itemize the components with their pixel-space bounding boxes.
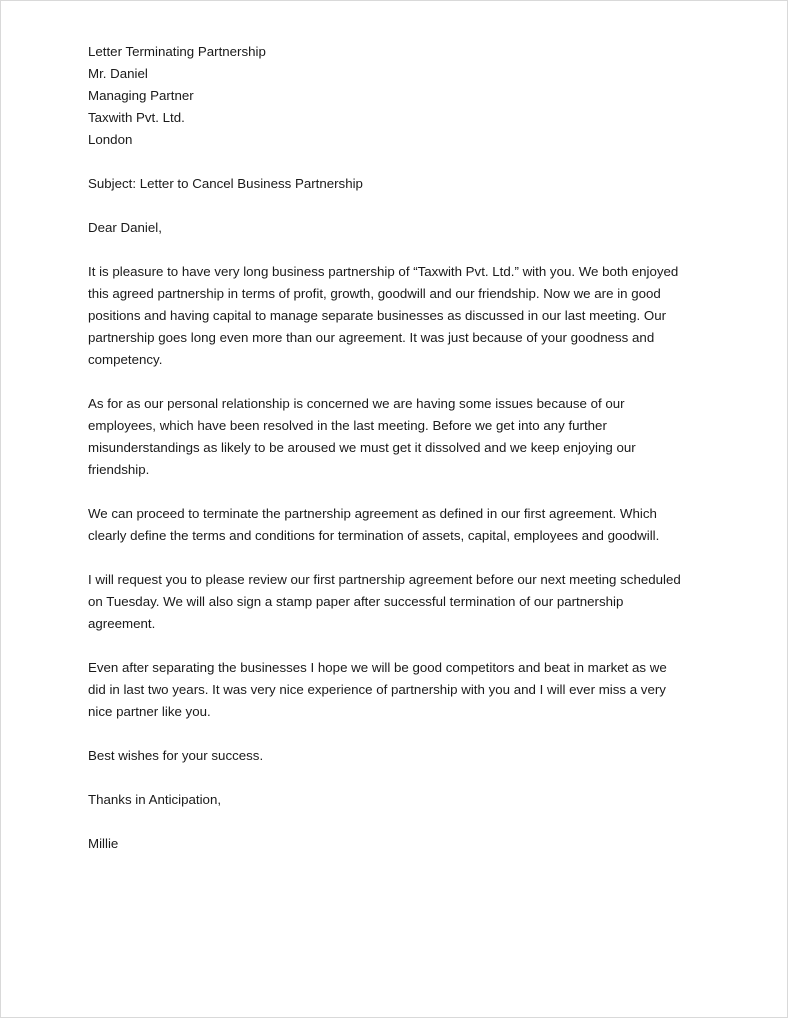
paragraph-line: clearly define the terms and conditions for termination of assets, capital, employees and goodwill.	[88, 528, 660, 543]
letter-body	[88, 41, 688, 855]
recipient-company: Taxwith Pvt. Ltd.	[88, 110, 185, 125]
subject-line: Subject: Letter to Cancel Business Partnership	[88, 176, 363, 191]
paragraph-line: employees, which have been resolved in the last meeting. Before we get into any further	[88, 418, 607, 433]
paragraph-line: on Tuesday. We will also sign a stamp paper after successful termination of our partnership	[88, 594, 624, 609]
recipient-title: Managing Partner	[88, 88, 194, 103]
paragraph-5	[88, 657, 688, 723]
paragraph-line: this agreed partnership in terms of profit, growth, goodwill and our friendship. Now we are in good	[88, 286, 661, 301]
paragraph-line: agreement.	[88, 616, 156, 631]
paragraph-line: competency.	[88, 352, 163, 367]
recipient-name: Mr. Daniel	[88, 66, 148, 81]
paragraph-line: misunderstandings as likely to be aroused we must get it dissolved and we keep enjoying our	[88, 440, 636, 455]
paragraph-line: partnership goes long even more than our agreement. It was just because of your goodness and	[88, 330, 655, 345]
recipient-city: London	[88, 132, 133, 147]
wishes-line: Best wishes for your success.	[88, 748, 264, 763]
signature-name: Millie	[88, 836, 119, 851]
letter-title: Letter Terminating Partnership	[88, 44, 266, 59]
paragraph-1	[88, 261, 688, 371]
paragraph-line: Even after separating the businesses I hope we will be good competitors and beat in market as we	[88, 660, 667, 675]
paragraph-line: nice partner like you.	[88, 704, 211, 719]
paragraph-line: It is pleasure to have very long business partnership of “Taxwith Pvt. Ltd.” with you. We both enjoyed	[88, 264, 679, 279]
salutation: Dear Daniel,	[88, 220, 162, 235]
address-block	[88, 41, 688, 151]
paragraph-line: I will request you to please review our first partnership agreement before our next meeting scheduled	[88, 572, 681, 587]
paragraph-line: We can proceed to terminate the partnership agreement as defined in our first agreement. Which	[88, 506, 657, 521]
paragraph-4	[88, 569, 688, 635]
paragraph-line: friendship.	[88, 462, 150, 477]
paragraph-line: As for as our personal relationship is concerned we are having some issues because of our	[88, 396, 625, 411]
closing-line: Thanks in Anticipation,	[88, 792, 222, 807]
paragraph-line: did in last two years. It was very nice experience of partnership with you and I will ever miss a very	[88, 682, 666, 697]
paragraph-2	[88, 393, 688, 481]
paragraph-line: positions and having capital to manage separate businesses as discussed in our last meeting. Our	[88, 308, 667, 323]
paragraph-3	[88, 503, 688, 547]
